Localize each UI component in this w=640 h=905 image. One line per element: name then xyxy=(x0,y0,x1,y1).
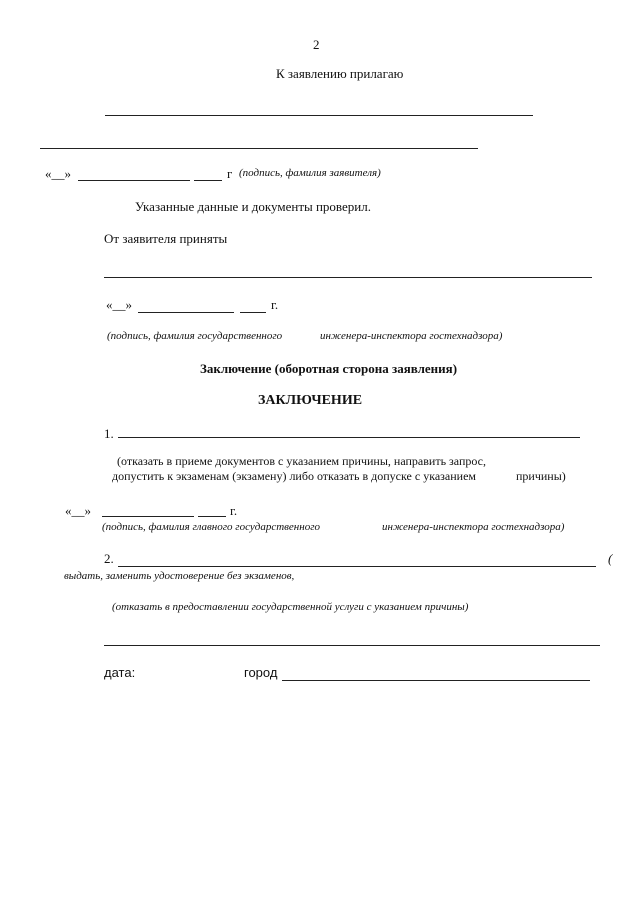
item2-number: 2. xyxy=(104,551,114,566)
item1-number: 1. xyxy=(104,426,114,441)
inspector-date-quote: «__» xyxy=(106,297,132,312)
applicant-date-quote: «__» xyxy=(45,166,71,181)
applicant-date-line[interactable] xyxy=(78,180,190,181)
item1-line[interactable] xyxy=(118,437,580,438)
attachments-heading: К заявлению прилагаю xyxy=(276,66,404,81)
attachments-line-2[interactable] xyxy=(40,148,478,149)
item2-note-2: (отказать в предоставлении государственной услуги с указанием причины) xyxy=(112,601,469,613)
city-label: город xyxy=(244,665,278,680)
item2-line[interactable] xyxy=(118,566,596,567)
item1-note-line1: (отказать в приеме документов с указанием причины, направить запрос, xyxy=(117,454,486,468)
date-label: дата: xyxy=(104,665,136,680)
chief-year-mark: г. xyxy=(230,503,238,518)
conclusion-subtitle: Заключение (оборотная сторона заявления) xyxy=(200,361,458,376)
inspector-date-line[interactable] xyxy=(138,312,234,313)
item2-note: выдать, заменить удостоверение без экзаменов, xyxy=(64,570,295,582)
item1-note-line2: допустить к экзаменам (экзамену) либо отказать в допуске с указанием xyxy=(112,469,476,483)
accepted-line[interactable] xyxy=(104,277,592,278)
inspector-year-mark: г. xyxy=(271,297,279,312)
inspector-year-line[interactable] xyxy=(240,312,266,313)
page-number: 2 xyxy=(313,37,320,52)
conclusion-title: ЗАКЛЮЧЕНИЕ xyxy=(258,393,363,408)
chief-year-line[interactable] xyxy=(198,516,226,517)
chief-caption-1: (подпись, фамилия главного государственного xyxy=(102,521,321,533)
verified-text: Указанные данные и документы проверил. xyxy=(135,199,371,214)
applicant-year-mark: г xyxy=(227,166,233,181)
chief-date-quote: «__» xyxy=(65,503,91,518)
chief-date-line[interactable] xyxy=(102,516,194,517)
accepted-text: От заявителя приняты xyxy=(104,231,228,246)
applicant-year-line[interactable] xyxy=(194,180,222,181)
inspector-caption-2: инженера-инспектора гостехнадзора) xyxy=(320,330,503,342)
item2-extra-line[interactable] xyxy=(104,645,600,646)
chief-caption-2: инженера-инспектора гостехнадзора) xyxy=(382,521,565,533)
attachments-line-1[interactable] xyxy=(105,115,533,116)
item1-note-line2b: причины) xyxy=(516,469,566,483)
inspector-caption-1: (подпись, фамилия государственного xyxy=(107,330,283,342)
city-line[interactable] xyxy=(282,680,590,681)
applicant-sign-caption: (подпись, фамилия заявителя) xyxy=(239,167,381,179)
item2-paren: ( xyxy=(608,551,613,566)
